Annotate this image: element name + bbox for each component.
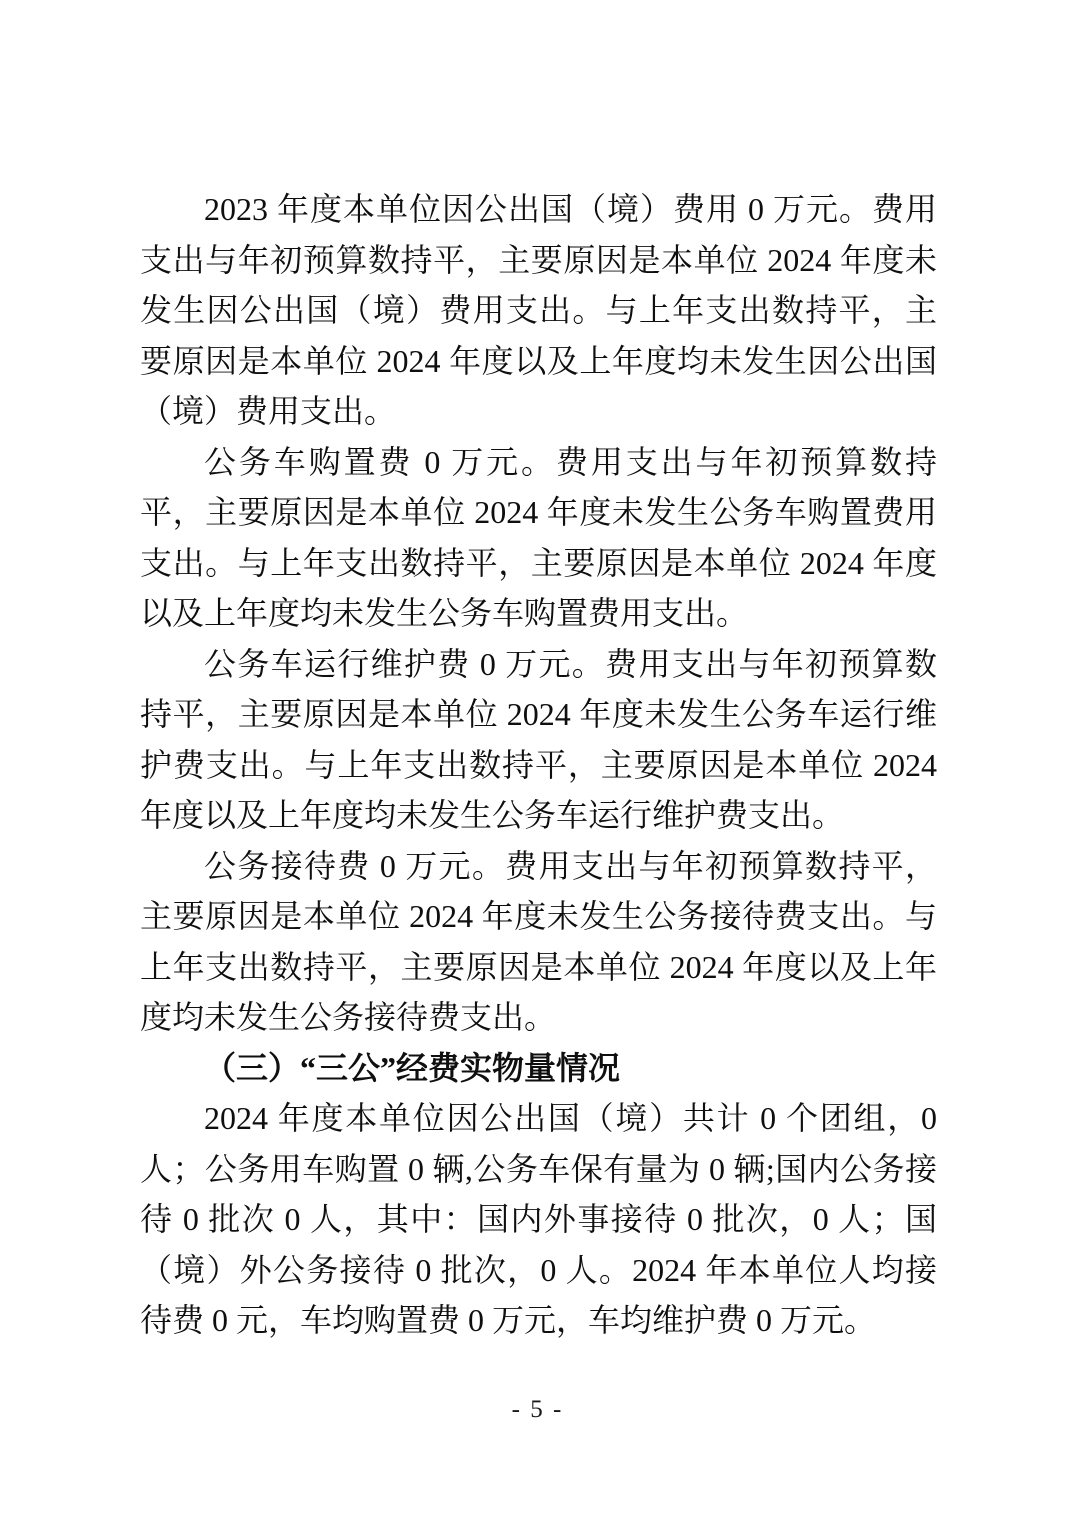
paragraph-overseas-travel-expense: 2023 年度本单位因公出国（境）费用 0 万元。费用支出与年初预算数持平，主要原因是本单位 2024 年度未发生因公出国（境）费用支出。与上年支出数持平，主要原因是本单位 2024 年度以及上年度均未发生因公出国（境）费用支出。 bbox=[140, 191, 937, 429]
section-heading-three-public-expenses-physical-quantities: （三）“三公”经费实物量情况 bbox=[204, 1049, 621, 1086]
document-body bbox=[140, 184, 937, 1346]
page-number: - 5 - bbox=[511, 1396, 564, 1423]
paragraph-official-reception-expense: 公务接待费 0 万元。费用支出与年初预算数持平，主要原因是本单位 2024 年度未发生公务接待费支出。与上年支出数持平，主要原因是本单位 2024 年度以及上年度均未发生公务接待费支出。 bbox=[140, 847, 937, 1035]
paragraph-official-vehicle-maintenance-expense: 公务车运行维护费 0 万元。费用支出与年初预算数持平，主要原因是本单位 2024 年度未发生公务车运行维护费支出。与上年支出数持平，主要原因是本单位 2024 年度以及上年度均未发生公务车运行维护费支出。 bbox=[140, 645, 937, 833]
paragraph-official-vehicle-purchase-expense: 公务车购置费 0 万元。费用支出与年初预算数持平，主要原因是本单位 2024 年度未发生公务车购置费用支出。与上年支出数持平，主要原因是本单位 2024 年度以及上年度均未发生公务车购置费用支出。 bbox=[140, 443, 937, 631]
page-footer bbox=[0, 1392, 1075, 1428]
paragraph-physical-quantity-details: 2024 年度本单位因公出国（境）共计 0 个团组，0 人；公务用车购置 0 辆,公务车保有量为 0 辆;国内公务接待 0 批次 0 人，其中：国内外事接待 0 批次，0 人；国（境）外公务接待 0 批次，0 人。2024 年本单位人均接待费 0 元，车均购置费 0 万元，车均维护费 0 万元。 bbox=[140, 1100, 937, 1338]
